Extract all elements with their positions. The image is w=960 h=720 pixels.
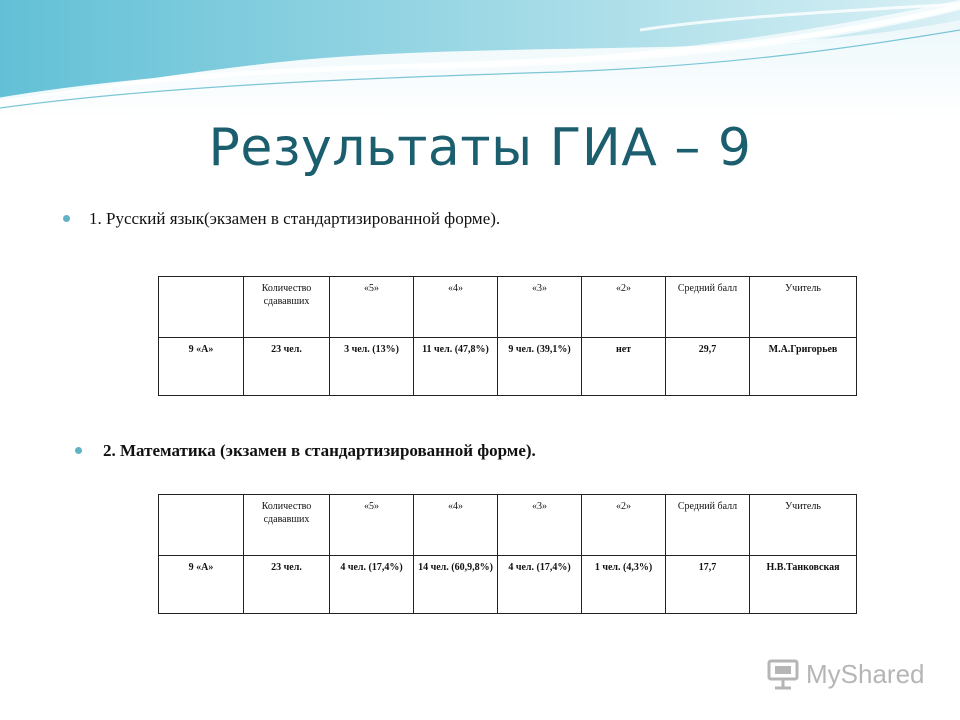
table-header-cell (159, 495, 244, 556)
myshared-watermark (766, 656, 925, 692)
table-cell: нет (582, 338, 666, 396)
table-header-row (159, 495, 857, 556)
table-cell: 14 чел. (60,9,8%) (414, 556, 498, 614)
watermark-text: MyShared (806, 658, 925, 689)
table-cell: 1 чел. (4,3%) (582, 556, 666, 614)
table-cell: 4 чел. (17,4%) (498, 556, 582, 614)
table-header-cell: Средний балл (666, 277, 750, 338)
table-header-cell: Количество сдававших (244, 495, 330, 556)
section1-heading-text: 1. Русский язык(экзамен в стандартизированной форме). (89, 209, 501, 228)
table-header-cell: Средний балл (666, 495, 750, 556)
table-header-cell: «5» (330, 277, 414, 338)
math-results-table (158, 494, 857, 614)
table-header-cell: «5» (330, 495, 414, 556)
table-header-cell: «4» (414, 495, 498, 556)
table-header-cell: «3» (498, 495, 582, 556)
header-wave-decoration (0, 0, 960, 120)
table-header-cell: Учитель (750, 277, 857, 338)
russian-results-table (158, 276, 857, 396)
table-cell: 11 чел. (47,8%) (414, 338, 498, 396)
table-cell: 9 «А» (159, 556, 244, 614)
table-header-row (159, 277, 857, 338)
table-cell: 23 чел. (244, 338, 330, 396)
page-title: Результаты ГИА – 9 (208, 118, 752, 178)
table-row (159, 556, 857, 614)
section2-heading-text: 2. Математика (экзамен в стандартизированной форме). (103, 441, 536, 460)
presentation-board-icon (766, 657, 800, 691)
table-header-cell: Учитель (750, 495, 857, 556)
table-cell: Н.В.Танковская (750, 556, 857, 614)
table-cell: 17,7 (666, 556, 750, 614)
table-header-cell: Количество сдававших (244, 277, 330, 338)
table-row (159, 338, 857, 396)
table-header-cell: «2» (582, 495, 666, 556)
table-cell: М.А.Григорьев (750, 338, 857, 396)
table-cell: 9 «А» (159, 338, 244, 396)
table-header-cell: «2» (582, 277, 666, 338)
bullet-icon (75, 447, 82, 454)
section2-heading (103, 441, 536, 461)
table-cell: 23 чел. (244, 556, 330, 614)
table-header-cell: «3» (498, 277, 582, 338)
bullet-icon (63, 215, 70, 222)
table-cell: 3 чел. (13%) (330, 338, 414, 396)
table-cell: 9 чел. (39,1%) (498, 338, 582, 396)
section1-heading (89, 209, 500, 229)
table-header-cell: «4» (414, 277, 498, 338)
table-header-cell (159, 277, 244, 338)
table-cell: 4 чел. (17,4%) (330, 556, 414, 614)
table-cell: 29,7 (666, 338, 750, 396)
